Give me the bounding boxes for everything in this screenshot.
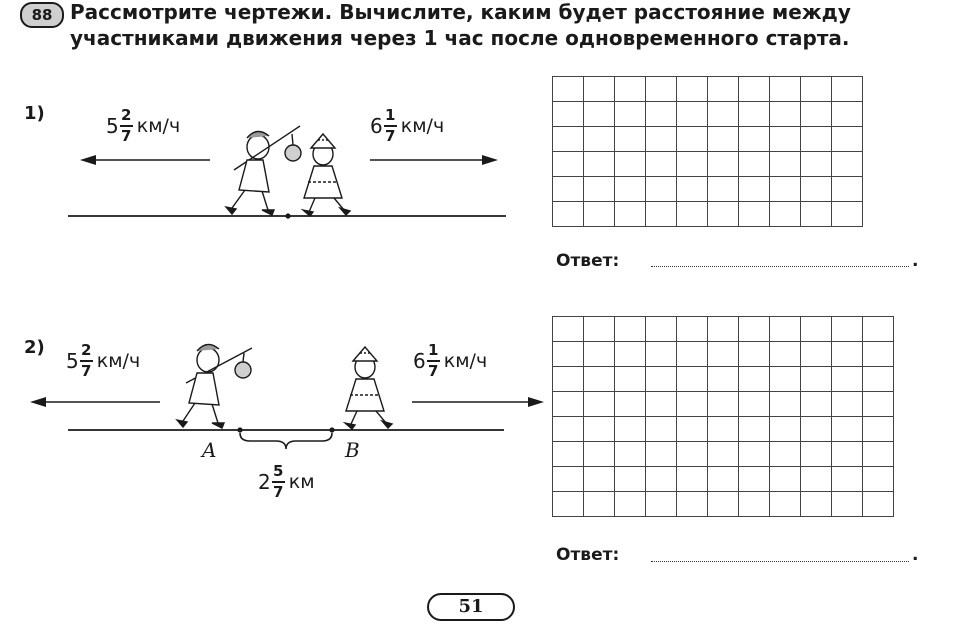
speed-unit: км/ч bbox=[136, 115, 181, 137]
fraction-denominator: 7 bbox=[81, 362, 92, 380]
distance-brace bbox=[240, 433, 332, 449]
fraction-numerator: 5 bbox=[273, 462, 284, 480]
point-b-dot bbox=[329, 427, 334, 432]
left-arrow-icon bbox=[30, 397, 160, 407]
fraction-denominator: 7 bbox=[273, 483, 284, 501]
speed-unit: км/ч bbox=[400, 115, 445, 137]
task-number-badge: 88 bbox=[20, 2, 64, 28]
fraction-numerator: 1 bbox=[428, 341, 439, 359]
problem-2-answer-grid[interactable] bbox=[552, 316, 894, 517]
right-arrow-icon bbox=[412, 397, 544, 407]
distance-fraction bbox=[272, 464, 285, 500]
task-title-line-2: участниками движения через 1 час после одновременного старта. bbox=[70, 26, 850, 50]
problem-2-answer-period: . bbox=[912, 545, 919, 565]
problem-1-answer-label: Ответ: bbox=[556, 251, 620, 271]
problem-2-answer-label: Ответ: bbox=[556, 545, 620, 565]
point-a-label: A bbox=[202, 438, 217, 462]
problem-1-answer-period: . bbox=[912, 251, 919, 271]
point-b-label: B bbox=[345, 438, 360, 462]
speed-whole: 6 bbox=[413, 349, 426, 373]
fraction-denominator: 7 bbox=[121, 127, 132, 145]
speed-unit: км/ч bbox=[96, 350, 141, 372]
distance-unit: км bbox=[288, 471, 315, 493]
speed-whole: 5 bbox=[106, 114, 119, 138]
problem-2-distance bbox=[258, 464, 315, 500]
distance-whole: 2 bbox=[258, 470, 271, 494]
fraction-numerator: 2 bbox=[81, 341, 92, 359]
speed-whole: 5 bbox=[66, 349, 79, 373]
fraction-denominator: 7 bbox=[385, 127, 396, 145]
task-title-line-1: Рассмотрите чертежи. Вычислите, каким будет расстояние между bbox=[70, 0, 851, 24]
fraction-numerator: 1 bbox=[385, 106, 396, 124]
problem-2-answer-field[interactable] bbox=[651, 561, 909, 562]
fraction-denominator: 7 bbox=[428, 362, 439, 380]
problem-2-label: 2) bbox=[24, 337, 45, 358]
fraction-numerator: 2 bbox=[121, 106, 132, 124]
speed-whole: 6 bbox=[370, 114, 383, 138]
point-a-dot bbox=[237, 427, 242, 432]
speed-unit: км/ч bbox=[443, 350, 488, 372]
girl-walker-icon bbox=[345, 347, 392, 429]
page-number: 51 bbox=[427, 593, 515, 621]
problem-1-label: 1) bbox=[24, 103, 45, 124]
hiker-with-bundle-icon bbox=[177, 344, 252, 428]
